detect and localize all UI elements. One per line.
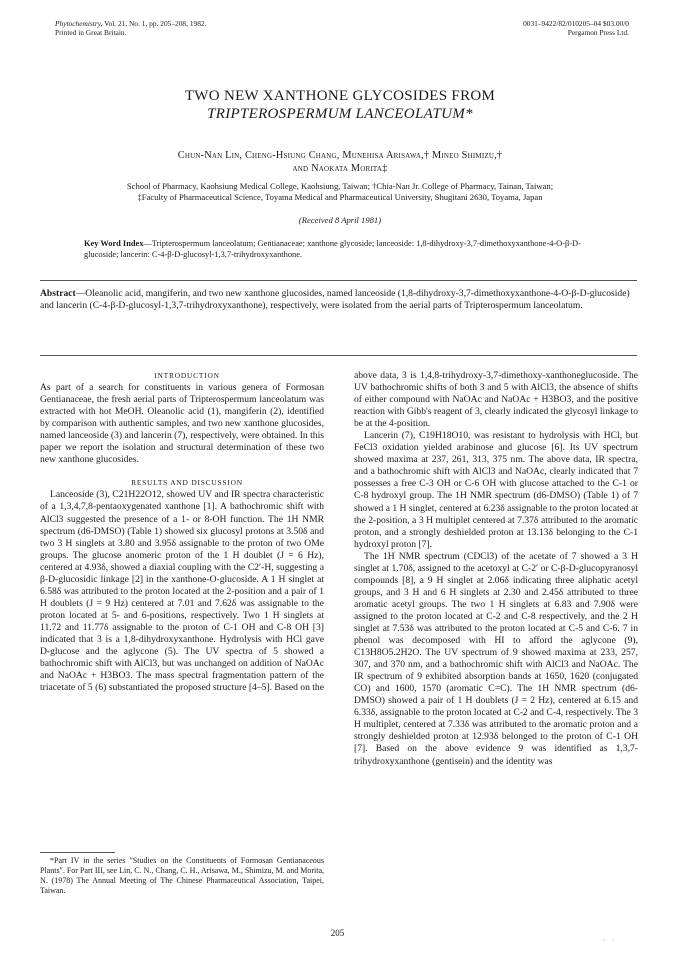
right-paragraph-1: above data, 3 is 1,4,8-trihydroxy-3,7-dimethoxy-xanthoneglucoside. The UV bathochromic shifts of both 3 and 5 with AlCl3, the absence of shifts of either compound with NaOAc and NaOAc + H3BO3, and the positive reaction with Gibb's reagent of 3, clearly indicated the glycosyl linkage to be at the 4-position. [354,370,638,430]
printed-in: Printed in Great Britain. [55,28,127,37]
affiliation-line-2: ‡Faculty of Pharmaceutical Science, Toyama Medical and Pharmaceutical University, Shugitani 2630, Toyama, Japan [137,192,543,202]
title-line-1: TWO NEW XANTHONE GLYCOSIDES FROM [184,88,496,104]
footnote: *Part IV in the series "Studies on the Constituents of Formosan Gentianaceous Plants". For Part III, see Lin, C. N., Chang, C. H., Arisawa, M., Shimizu, M. and Morita, N. (1978) The Annual Meeting of The Chinese Pharmaceutical Association, Taipei, Taiwan. [40,856,324,896]
abstract-text: —Oleanolic acid, mangiferin, and two new xanthone glucosides, named lanceoside (1,8-dihydroxy-3,7-dimethoxyxanthone-4-O-β-D-glucoside) and lancerin (C-4-β-D-glucosyl-1,3,7-trihydroxyxanthone), respectively, were isolated from the aerial parts of Tripterospermum lanceolatum. [40,288,630,311]
page-number: 205 [330,928,345,938]
title-line-2: TRIPTEROSPERMUM LANCEOLATUM* [207,106,473,122]
journal-citation: Vol. 21, No. 1, pp. 205–208, 1982. [102,19,207,28]
abstract [40,288,637,312]
keyword-text: —Tripterospermum lanceolatum; Gentianaceae; xanthone glycoside; lanceoside: 1,8-dihydroxy-3,7-dimethoxyxanthone-4-O-β-D-glucoside; lancerin: C-4-β-D-glucosyl-1,3,7-trihydroxyxanthone. [84,239,581,259]
right-column [354,370,638,768]
intro-paragraph: As part of a search for constituents in various genera of Formosan Gentianaceae, the fresh aerial parts of Tripterospermum lanceolatum was extracted with hot MeOH. Oleanolic acid (1), mangiferin (2), identified by comparison with authentic samples, and two new xanthone glucosides, named lanceoside (3) and lancerin (7), respectively, were obtained. In this paper we report the isolation and structural determination of these two new xanthone glucosides. [40,382,324,466]
abstract-label: Abstract [40,288,76,299]
section-heading-results: RESULTS AND DISCUSSION [131,478,243,488]
divider-bottom [40,355,637,356]
author-list [40,149,640,175]
keyword-label: Key Word Index [84,239,144,248]
publisher: Pergamon Press Ltd. [567,28,629,37]
authors-line-2: and Naokata Morita‡ [292,163,388,174]
divider-top [40,280,637,281]
right-paragraph-2: Lancerin (7), C19H18O10, was resistant to hydrolysis with HCl, but FeCl3 oxidation yielded arabinose and glucose [6]. Its UV spectrum showed maxima at 237, 261, 313, 375 nm. The above data, IR spectra, and a bathochromic shift with AlCl3 and NaOAc, clearly indicated that 7 possesses a free C-3 OH or C-6 OH with glucose attached to the C-1 or C-8 hydroxyl group. The 1H NMR spectrum (d6-DMSO) (Table 1) of 7 showed a 1 H singlet, centered at 6.23δ assignable to the proton located at the 2-position, a 3 H multiplet centered at 7.37δ attributed to the aromatic proton, and a strongly deshielded proton at 13.13δ belonging to the C-1 hydroxyl proton [7]. [354,430,638,550]
footnote-rule [40,852,115,853]
affiliation-line-1: School of Pharmacy, Kaohsiung Medical College, Kaohsiung, Taiwan; †Chia-Nan Jr. College of Pharmacy, Tainan, Taiwan; [126,181,554,191]
running-header-right [523,19,629,37]
journal-name: Phytochemistry, [55,19,103,28]
received-date: (Received 8 April 1981) [298,215,382,225]
right-paragraph-3: The 1H NMR spectrum (CDCl3) of the acetate of 7 showed a 3 H singlet at 1.70δ, assigned to the acetoxyl at C-2′ or C-β-D-glucopyranosyl compounds [8], a 9 H singlet at 2.06δ indicating three aliphatic acetyl groups, and 3 H and 6 H singlets at 2.30 and 2.45δ attributed to three aromatic acetyl groups. The two 1 H singlets at 6.83 and 7.90δ were assigned to the proton located at C-2 and C-8 respectively, and the 2 H singlet at 7.53δ was attributed to the proton located at C-5 and C-6. 7 in phenol was decomposed with HI to afford the aglycone (9), C13H8O5.2H2O. The UV spectrum of 9 showed maxima at 233, 257, 307, and 370 nm, and a bathochromic shift with AlCl3 and NaOAc. The IR spectrum of 9 exhibited absorption bands at 1650, 1620 (conjugated CO) and 1600, 1570 (aromatic C=C). The 1H NMR spectrum (d6-DMSO) showed a pair of 1 H doublets (J = 2 Hz), centered at 6.15 and 6.33δ, assignable to the proton located at C-2 and C-4, respectively. The 3 H multiplet, centered at 7.33δ was attributed to the aromatic proton and a strongly deshielded proton at 12.93δ belonged to the proton of C-1 OH [7]. Based on the above evidence 9 was identified as 1,3,7-trihydroxyxanthone (gentisein) and the identity was [354,550,638,767]
results-paragraph: Lanceoside (3), C21H22O12, showed UV and IR spectra characteristic of a 1,3,4,7,8-pentaoxygenated xanthone [1]. A bathochromic shift with AlCl3 suggested the presence of a 1- or 8-OH function. The 1H NMR spectrum (d6-DMSO) (Table 1) showed six glucosyl protons at 3.50δ and two 3 H singlets at 3.80 and 3.95δ assignable to the proton of two OMe groups. The glucose anomeric proton of the 1 H doublet (J = 6 Hz), centered at 4.93δ, showed a diaxial coupling with the C2′-H, suggesting a β-D-glucosidic linkage [2] in the xanthone-O-glucoside. A 1 H singlet at 6.58δ was attributed to the proton located at the 2-position and a pair of 1 H doublets (J = 9 Hz) centered at 7.01 and 7.62δ was assignable to the proton located at 5- and 6-positions, respectively. Two 1 H singlets at 11.72 and 11.77δ assignable to the proton of C-1 OH and C-8 OH [3] indicated that 3 is a 1,8-dihydroxyxanthone. Hydrolysis with HCl gave D-glucose and the aglycone (5). The UV spectra of 5 showed a bathochromic shift with AlCl3, but was unchanged on addition of NaOAc and NaOAc + H3BO3. The mass spectral fragmentation pattern of the triacetate of 5 (6) substantiated the proposed structure [4–5]. Based on the [40,489,324,694]
issn-code: 0031–9422/82/010205–04 $03.00/0 [523,19,629,28]
left-column [40,370,324,694]
authors-line-1: Chun-Nan Lin, Cheng-Hsiung Chang, Munehisa Arisawa,† Mineo Shimizu,† [177,150,503,161]
running-header-left [55,19,206,37]
corner-marks: · · [603,936,617,945]
section-heading-introduction: INTRODUCTION [154,371,220,380]
affiliations [52,181,628,203]
paper-title [40,87,640,123]
keyword-index [84,238,604,260]
